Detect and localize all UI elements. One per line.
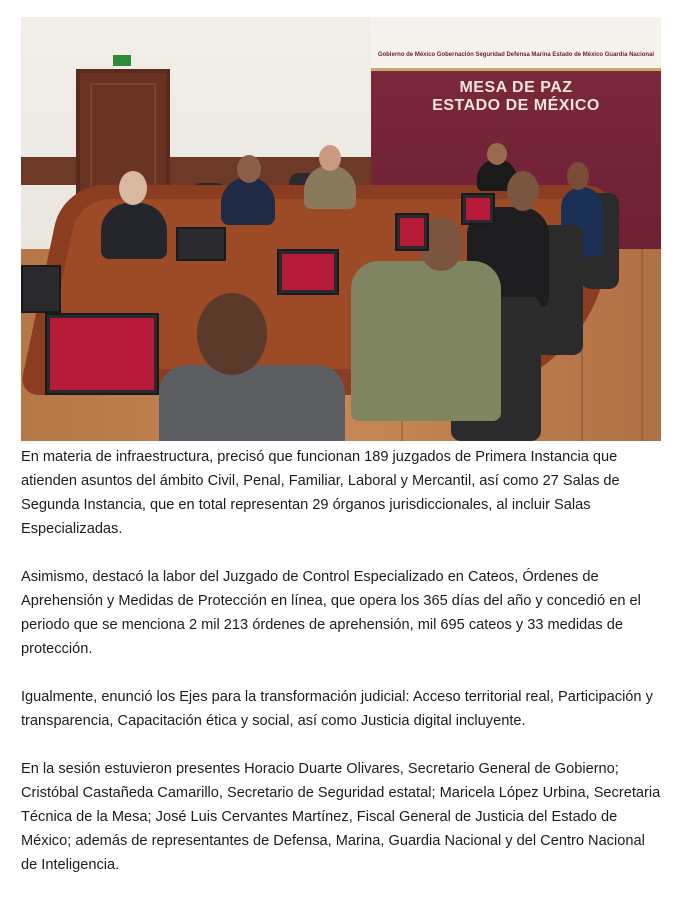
banner-logo: Gobernación — [436, 52, 474, 58]
meeting-photo — [21, 17, 661, 441]
floor-board — [641, 249, 643, 441]
banner-logo: Seguridad — [475, 52, 505, 58]
monitor — [21, 265, 61, 313]
monitor — [277, 249, 339, 295]
banner-logo: Estado de México — [552, 52, 604, 58]
monitor — [461, 193, 495, 225]
article-paragraph: En la sesión estuvieron presentes Horacio Duarte Olivares, Secretario General de Gobierno; Cristóbal Castañeda Camarillo, Secretario de Seguridad estatal; Maricela López Urbina, Secretaria Técnica de la Mesa; José Luis Cervantes Martínez, Fiscal General de Justicia del Estado de México; además de representantes de Defensa, Marina, Guardia Nacional y del Centro Nacional de Inteligencia. — [21, 761, 661, 873]
article-paragraph: Igualmente, enunció los Ejes para la transformación judicial: Acceso territorial real, Participación y transparencia, Capacitación ética y social, así como Justicia digital incluyente. — [21, 689, 653, 729]
exit-sign — [113, 55, 131, 66]
banner-title-line2: ESTADO DE MÉXICO — [432, 97, 600, 114]
banner-logo: Gobierno de México — [377, 52, 436, 58]
banner-logos — [371, 17, 661, 71]
monitor — [395, 213, 429, 251]
banner-title — [371, 79, 661, 115]
banner-logo: Guardia Nacional — [604, 52, 655, 58]
banner-logo: Defensa — [506, 52, 530, 58]
banner-title-line1: MESA DE PAZ — [459, 79, 573, 96]
article-paragraph: Asimismo, destacó la labor del Juzgado de Control Especializado en Cateos, Órdenes de Aprehensión y Medidas de Protección en línea, que opera los 365 días del año y concedió en el periodo que se menciona 2 mil 213 órdenes de aprehensión, mil 695 cateos y 33 medidas de protección. — [21, 569, 641, 657]
article — [21, 17, 661, 877]
banner-logo: Marina — [531, 52, 551, 58]
article-paragraph: En materia de infraestructura, precisó que funcionan 189 juzgados de Primera Instancia que atienden asuntos del ámbito Civil, Penal, Familiar, Laboral y Mercantil, así como 27 Salas de Segunda Instancia, que en total representan 29 órganos jurisdiccionales, al incluir Salas Especializadas. — [21, 449, 620, 537]
monitor — [176, 227, 226, 261]
monitor — [45, 313, 159, 395]
